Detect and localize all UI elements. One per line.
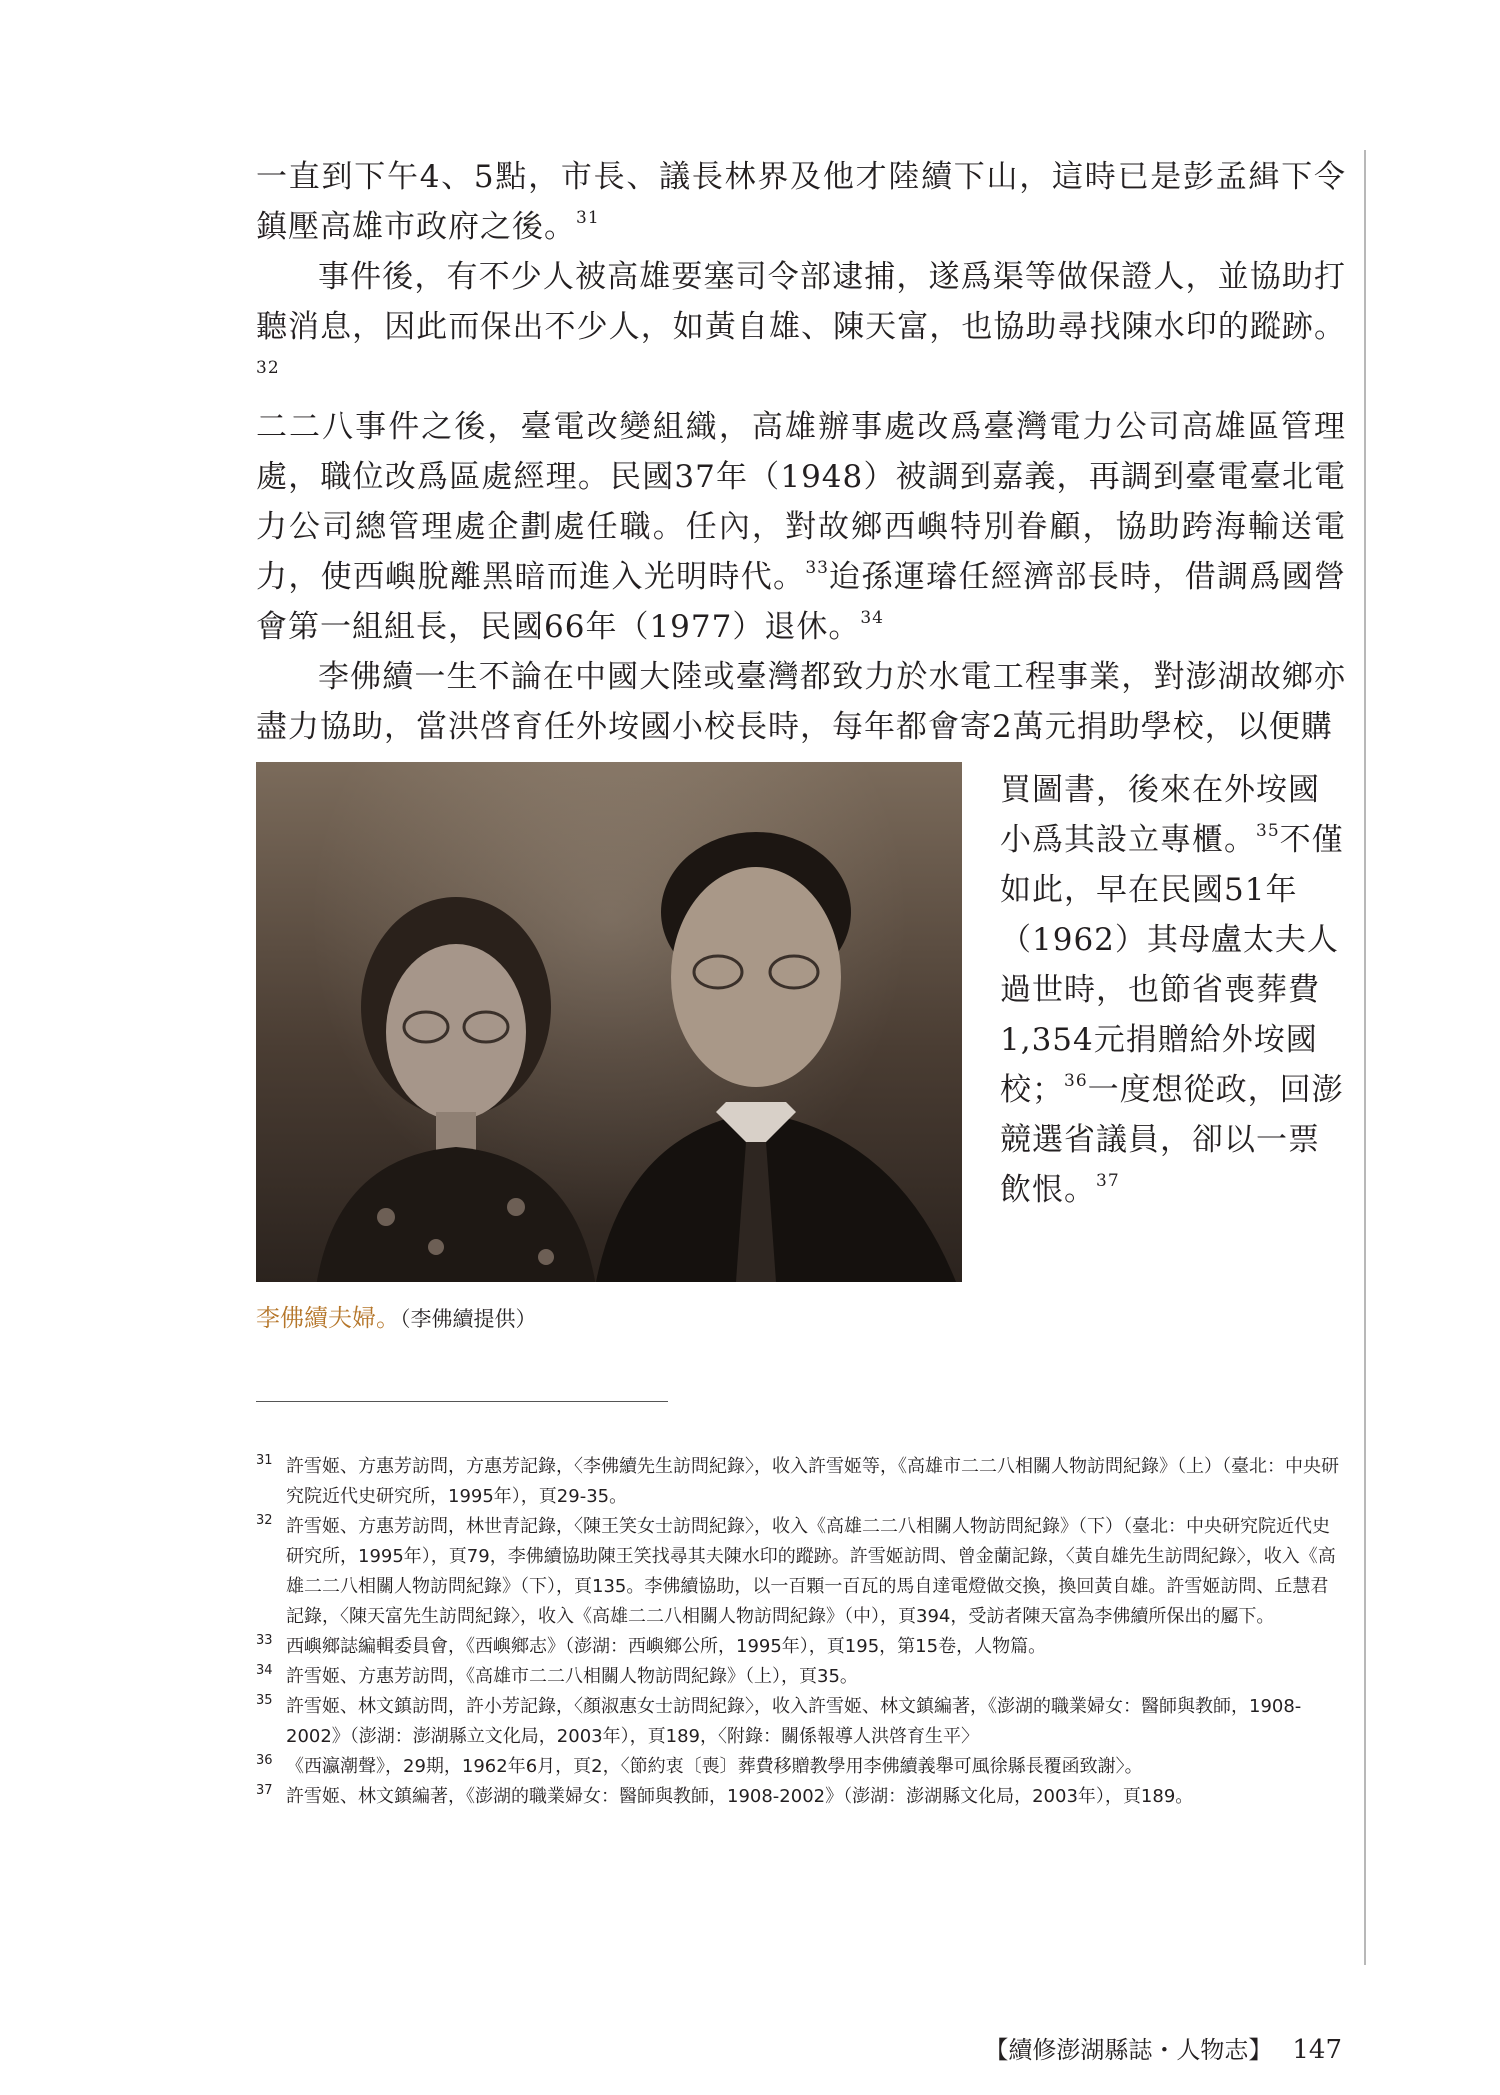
- footnote-31: $^{31}$ 許雪姬、方惠芳訪問，方惠芳記錄，〈李佛續先生訪問紀錄〉，收入許雪姬等，《高雄市二二八相關人物訪問紀錄》（上）（臺北：中央研究院近代史研究所，1995年），頁29-35。: [256, 1453, 1339, 1507]
- footnote-35: $^{35}$ 許雪姬、林文鎮訪問，許小芳記錄，〈顏淑惠女士訪問紀錄〉，收入許雪姬、林文鎮編著，《澎湖的職業婦女：醫師與教師，1908-2002》（澎湖：澎湖縣立文化局，2003年），頁189，〈附錄：關係報導人洪啓育生平〉: [256, 1693, 1302, 1747]
- footnote-ref-37[interactable]: 37: [1096, 1171, 1120, 1191]
- footnote-ref-32[interactable]: 32: [256, 358, 280, 378]
- paragraph-1: 一直到下午4、5點，市長、議長林界及他才陸續下山，這時已是彭孟緝下令鎮壓高雄市政府之後。$^{31}$: [256, 159, 1346, 245]
- photo-caption: [256, 1298, 537, 1333]
- footnote-34: $^{34}$ 許雪姬、方惠芳訪問，《高雄市二二八相關人物訪問紀錄》（上），頁35。: [256, 1663, 858, 1687]
- paragraph-3: 二二八事件之後，臺電改變組織，高雄辦事處改爲臺灣電力公司高雄區管理處，職位改爲區處經理。民國37年（1948）被調到嘉義，再調到臺電臺北電力公司總管理處企劃處任職。任內，對故鄉西嶼特別眷顧，協助跨海輸送電力，使西嶼脫離黑暗而進入光明時代。$^{33}$迨孫運璿任經濟部長時，借調爲國營會第一組組長，民國66年（1977）退休。$^{34}$: [256, 409, 1347, 645]
- book-title: 【續修澎湖縣誌・人物志】: [984, 2036, 1273, 2064]
- couple-photo: [256, 762, 962, 1282]
- footnote-ref-36[interactable]: 36: [1064, 1071, 1088, 1091]
- footnote-ref-34[interactable]: 34: [860, 608, 884, 628]
- side-text: [1000, 765, 1345, 1215]
- footnote-ref-35[interactable]: 35: [1256, 821, 1280, 841]
- man-figure: [586, 802, 962, 1282]
- margin-rule: [1364, 150, 1366, 1965]
- footnotes: [256, 1452, 1346, 1812]
- caption-title: 李佛續夫婦。: [256, 1304, 400, 1332]
- footnote-33: $^{33}$ 西嶼鄉誌編輯委員會，《西嶼鄉志》（澎湖：西嶼鄉公所，1995年），頁195，第15卷，人物篇。: [256, 1633, 1047, 1657]
- footnote-36: $^{36}$ 《西瀛潮聲》，29期，1962年6月，頁2，〈節約衷〔喪〕葬費移贈教學用李佛續義舉可風徐縣長覆函致謝〉。: [256, 1753, 1143, 1777]
- paragraph-4-continued: 買圖書，後來在外垵國小爲其設立專櫃。$^{35}$不僅如此，早在民國51年（1962）其母盧太夫人過世時，也節省喪葬費1,354元捐贈給外垵國校；$^{36}$一度想從政，回澎競選省議員，卻以一票飲恨。$^{37}$: [1000, 772, 1344, 1208]
- footnote-37: $^{37}$ 許雪姬、林文鎮編著，《澎湖的職業婦女：醫師與教師，1908-2002》（澎湖：澎湖縣文化局，2003年），頁189。: [256, 1783, 1194, 1807]
- woman-figure: [296, 857, 616, 1282]
- paragraph-2: 事件後，有不少人被高雄要塞司令部逮捕，遂爲渠等做保證人，並協助打聽消息，因此而保出不少人，如黃自雄、陳天富，也協助尋找陳水印的蹤跡。$^{32}$: [256, 259, 1346, 378]
- caption-credit: （李佛續提供）: [400, 1307, 537, 1331]
- footnote-32: $^{32}$ 許雪姬、方惠芳訪問，林世青記錄，〈陳王笑女士訪問紀錄〉，收入《高雄二二八相關人物訪問紀錄》（下）（臺北：中央研究院近代史研究所，1995年），頁79，李佛續協助陳王笑找尋其夫陳水印的蹤跡。許雪姬訪問、曾金蘭記錄，〈黃自雄先生訪問紀錄〉，收入《高雄二二八相關人物訪問紀錄》（下），頁135。李佛續協助，以一百顆一百瓦的馬自達電燈做交換，換回黃自雄。許雪姬訪問、丘慧君記錄，〈陳天富先生訪問紀錄〉，收入《高雄二二八相關人物訪問紀錄》（中），頁394，受訪者陳天富為李佛續所保出的屬下。: [256, 1513, 1336, 1627]
- footnote-ref-33[interactable]: 33: [805, 558, 829, 578]
- footnote-divider: [256, 1401, 668, 1402]
- running-footer: [984, 2030, 1342, 2065]
- main-text-top: [256, 152, 1346, 752]
- footnote-ref-31[interactable]: 31: [576, 208, 600, 228]
- page-number: 147: [1292, 2035, 1342, 2065]
- paragraph-4: 李佛續一生不論在中國大陸或臺灣都致力於水電工程事業，對澎湖故鄉亦盡力協助，當洪啓育任外垵國小校長時，每年都會寄2萬元捐助學校，以便購: [256, 659, 1346, 745]
